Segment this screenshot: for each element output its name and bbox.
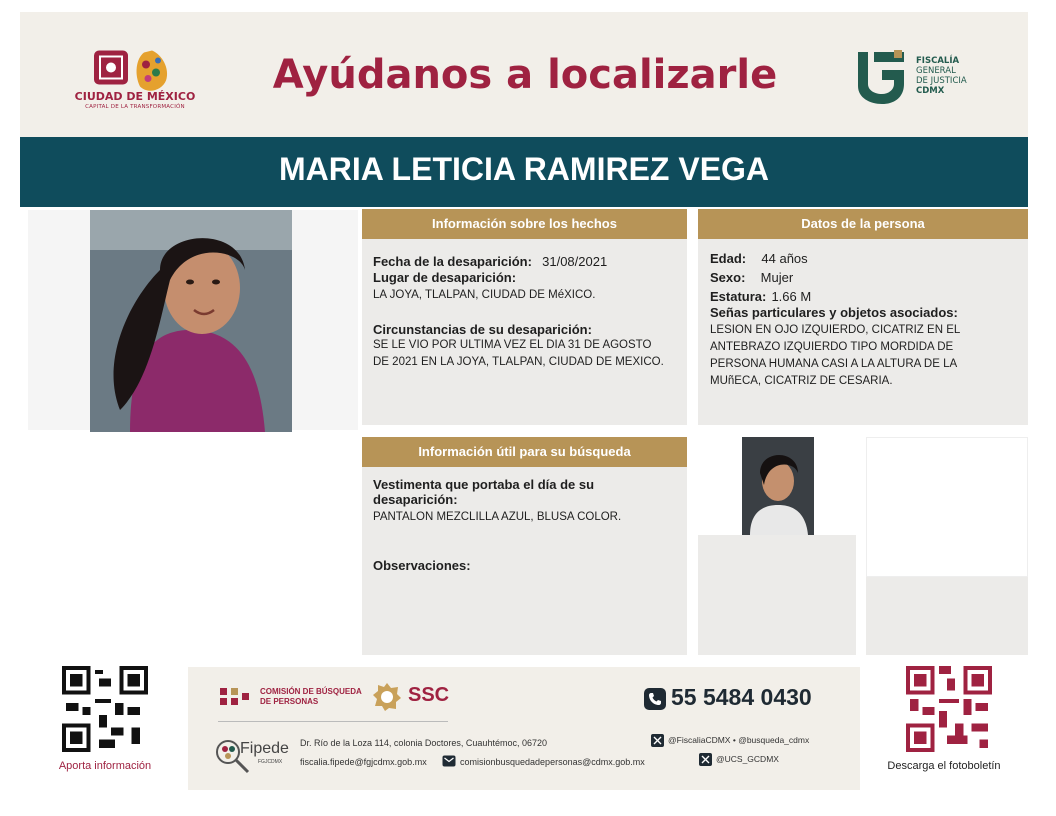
secondary-photo [742, 437, 814, 535]
obs-label: Observaciones: [373, 558, 471, 573]
page-title: Ayúdanos a localizarle [272, 52, 778, 98]
edad-label: Edad: [710, 251, 747, 266]
estatura-label: Estatura: [710, 289, 767, 304]
lugar-value: LA JOYA, TLALPAN, CIUDAD DE MéXICO. [373, 289, 596, 301]
sexo-value: Mujer [760, 270, 794, 285]
edad-value: 44 años [761, 251, 808, 266]
email-fipede[interactable]: fiscalia.fipede@fgjcdmx.gob.mx [300, 757, 427, 767]
comision-line-2: DE PERSONAS [260, 697, 319, 706]
datos-panel [698, 209, 1028, 425]
hechos-panel [362, 209, 687, 425]
fgj-text [916, 56, 967, 96]
fgj-line-2: GENERAL [916, 66, 956, 76]
circ-label: Circunstancias de su desaparición: [373, 322, 592, 337]
senas-line-2: ANTEBRAZO IZQUIERDO TIPO MORDIDA DE [710, 341, 954, 353]
vest-value: PANTALON MEZCLILLA AZUL, BLUSA COLOR. [373, 511, 622, 523]
secondary-photo-area [698, 437, 856, 655]
lugar-label: Lugar de desaparición: [373, 270, 517, 285]
fgj-logo [852, 46, 910, 108]
x-social-icon [651, 734, 664, 747]
fgj-line-4: CDMX [916, 86, 945, 96]
email-icon [442, 755, 456, 767]
x-social-icon-2 [699, 753, 712, 766]
datos-heading: Datos de la persona [698, 209, 1028, 239]
phone-number[interactable]: 55 5484 0430 [671, 684, 812, 710]
social-handles [668, 735, 809, 745]
estatura-value: 1.66 M [771, 289, 812, 304]
senas-line-4: MUñECA, CICATRIZ DE CESARIA. [710, 375, 893, 387]
phone-icon [644, 688, 666, 710]
social-busqueda[interactable]: @busqueda_cdmx [738, 735, 810, 745]
qr-right-caption: Descarga el fotoboletín [887, 760, 1001, 772]
cdmx-subtitle: CAPITAL DE LA TRANSFORMACIÓN [85, 104, 185, 110]
sexo-label: Sexo: [710, 270, 746, 285]
address-text: Dr. Río de la Loza 114, colonia Doctores, Cuauhtémoc, 06720 [300, 738, 547, 748]
email-comision[interactable]: comisionbusquedadepersonas@cdmx.gob.mx [460, 757, 645, 767]
fecha-value: 31/08/2021 [542, 254, 608, 269]
fipede-sub: FGJCDMX [258, 759, 283, 765]
ssc-text: SSC [408, 684, 450, 706]
secondary-portrait-image [742, 437, 814, 535]
vest-label-2: desaparición: [373, 492, 458, 507]
comision-text [260, 687, 362, 707]
hechos-heading: Información sobre los hechos [362, 209, 687, 239]
social-separator: • [732, 735, 736, 745]
fgj-line-1: FISCALÍA [916, 56, 960, 66]
senas-label: Señas particulares y objetos asociados: [710, 305, 958, 320]
senas-line-3: PERSONA HUMANA CASI A LA ALTURA DE LA [710, 358, 958, 370]
comision-line-1: COMISIÓN DE BÚSQUEDA [260, 687, 362, 696]
social-fiscalia[interactable]: @FiscaliaCDMX [668, 735, 731, 745]
senas-line-1: LESION EN OJO IZQUIERDO, CICATRIZ EN EL [710, 324, 961, 336]
comision-logo-icon [218, 686, 254, 708]
main-photo [90, 210, 292, 432]
empty-panel-right [866, 437, 1028, 655]
qr-code-left[interactable] [62, 666, 148, 752]
fgj-line-3: DE JUSTICIA [916, 76, 967, 86]
util-panel [362, 437, 687, 655]
person-name: MARIA LETICIA RAMIREZ VEGA [278, 151, 770, 187]
circ-value-2: DE 2021 EN LA JOYA, TLALPAN, CIUDAD DE MEXICO. [373, 356, 664, 368]
qr-code-right[interactable] [906, 666, 992, 752]
footer-divider [218, 721, 448, 722]
qr-left-caption: Aporta información [58, 760, 152, 772]
vest-label-1: Vestimenta que portaba el día de su [373, 477, 595, 492]
util-heading: Información útil para su búsqueda [362, 437, 687, 467]
social-ucs[interactable]: @UCS_GCDMX [716, 754, 779, 764]
ssc-badge-icon [372, 682, 402, 712]
circ-value-1: SE LE VIO POR ULTIMA VEZ EL DIA 31 DE AGOSTO [373, 339, 652, 351]
cdmx-title: CIUDAD DE MÉXICO [74, 90, 196, 103]
portrait-image [90, 210, 292, 432]
fipede-text: Fipede [240, 740, 289, 757]
fecha-label: Fecha de la desaparición: [373, 254, 532, 269]
